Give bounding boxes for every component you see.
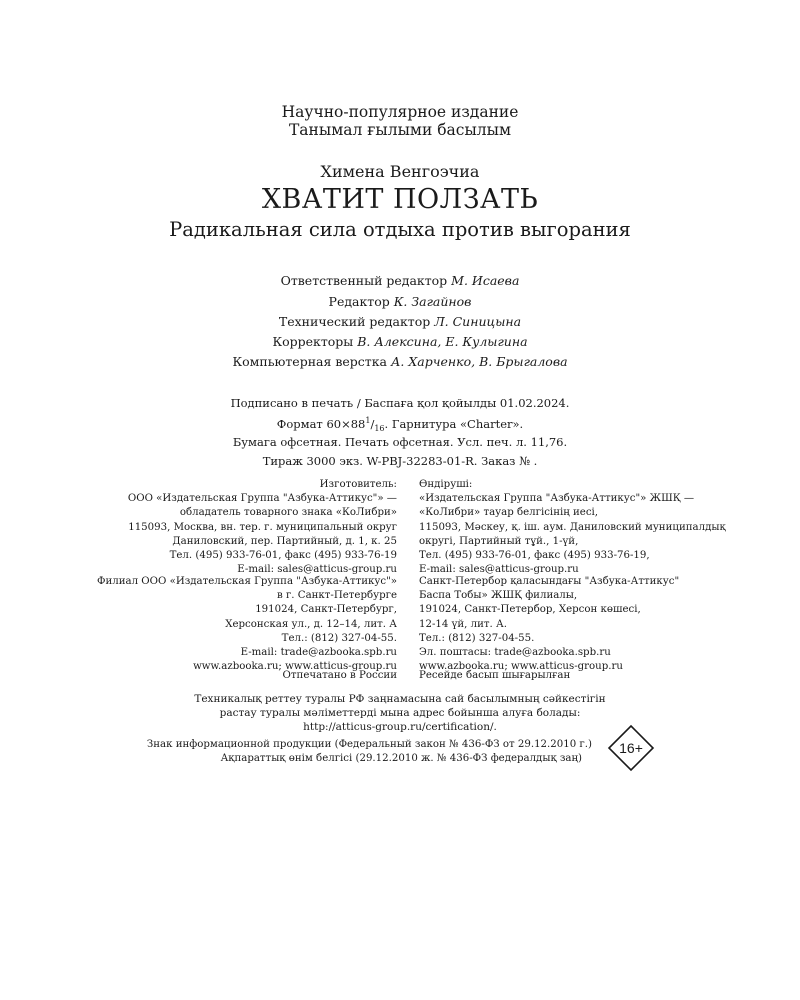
certification-line: Техникалық реттеу туралы РФ заңнамасына сай басылымның сәйкестігін <box>194 693 606 705</box>
age-mark-ru: Знак информационной продукции (Федеральный закон № 436-ФЗ от 29.12.2010 г.) <box>146 739 592 750</box>
credit-line <box>0 273 800 288</box>
book-subtitle: Радикальная сила отдыха против выгорания <box>169 218 631 241</box>
manufacturer-kz-line: Тел. (495) 933-76-01, факс (495) 933-76-19, <box>419 550 650 562</box>
manufacturer-kz-line: округі, Партийный тұй., 1-үй, <box>419 535 579 547</box>
credit-name: Л. Синицына <box>434 314 522 329</box>
credit-name: М. Исаева <box>451 273 520 288</box>
printed-in-kz: Ресейде басып шығарылған <box>419 670 571 681</box>
book-author: Химена Венгоэчиа <box>320 162 480 181</box>
branch-kz-line: Санкт-Петербор қаласындағы "Азбука-Аттикус" <box>419 576 680 587</box>
format-frac-den: 16 <box>374 424 385 434</box>
credit-name: А. Харченко, В. Брыгалова <box>390 354 568 369</box>
paper-line: Бумага офсетная. Печать офсетная. Усл. печ. л. 11,76. <box>232 435 568 449</box>
credit-role: Редактор <box>328 294 390 309</box>
certification-link: http://atticus-group.ru/certification/. <box>303 721 497 733</box>
manufacturer-ru <box>128 478 397 577</box>
branch-ru-line: 191024, Санкт-Петербург, <box>255 604 397 616</box>
branch-ru <box>97 575 397 674</box>
format-line: Формат $60\times 88^1/_{16}$. Гарнитура «Charter». <box>276 416 524 434</box>
credit-line <box>0 354 800 369</box>
genre-ru: Научно-популярное издание <box>281 103 519 121</box>
manufacturer-ru-line: 115093, Москва, вн. тер. г. муниципальный округ <box>128 521 397 533</box>
credit-role: Технический редактор <box>278 314 431 329</box>
manufacturer-ru-line: E-mail: sales@atticus-group.ru <box>237 564 397 576</box>
age-mark-kz: Ақпараттық өнім белгісі (29.12.2010 ж. № 436-ФЗ федералдық заң) <box>220 753 582 764</box>
age-rating-badge <box>607 724 655 772</box>
branch-kz-line: www.azbooka.ru; www.atticus-group.ru <box>419 661 623 673</box>
credit-line <box>0 294 800 309</box>
manufacturer-kz-line: Өндіруші: <box>419 479 473 490</box>
manufacturer-ru-line: ООО «Издательская Группа "Азбука-Аттикус"» — <box>127 493 397 505</box>
manufacturer-kz-line: E-mail: sales@atticus-group.ru <box>419 564 579 576</box>
age-rating-text: 16+ <box>619 740 643 756</box>
signed-line: Подписано в печать / Баспаға қол қойылды 01.02.2024. <box>230 396 570 410</box>
branch-kz-line: 191024, Санкт-Петербор, Херсон көшесі, <box>419 604 641 616</box>
credit-role: Корректоры <box>272 334 354 349</box>
branch-ru-line: Тел.: (812) 327-04-55. <box>281 632 397 644</box>
credit-line <box>0 314 800 329</box>
manufacturer-kz-line: «КоЛибри» тауар белгісінің иесі, <box>419 507 599 519</box>
book-title: ХВАТИТ ПОЛЗАТЬ <box>261 184 539 215</box>
format-suffix: . Гарнитура «Charter». <box>384 416 524 431</box>
branch-ru-line: www.azbooka.ru; www.atticus-group.ru <box>193 661 397 673</box>
branch-ru-line: Филиал ООО «Издательская Группа "Азбука-Аттикус"» <box>97 576 397 587</box>
credit-name: В. Алексина, Е. Кулыгина <box>357 334 528 349</box>
branch-kz-line: Баспа Тобы» ЖШҚ филиалы, <box>419 590 578 602</box>
manufacturer-kz-line: «Издательская Группа "Азбука-Аттикус"» ЖШҚ — <box>419 493 695 505</box>
credit-name: К. Загайнов <box>393 294 472 309</box>
manufacturer-ru-line: Даниловский, пер. Партийный, д. 1, к. 25 <box>172 535 397 547</box>
certification-line: растау туралы мәліметтерді мына адрес бойынша алуға болады: <box>219 707 581 719</box>
manufacturer-ru-line: обладатель товарного знака «КоЛибри» <box>179 507 397 519</box>
branch-kz-line: Эл. поштасы: trade@azbooka.spb.ru <box>419 647 611 659</box>
branch-ru-line: Херсонская ул., д. 12–14, лит. А <box>225 618 397 630</box>
branch-ru-line: в г. Санкт-Петербурге <box>276 590 397 602</box>
format-frac-num: 1 <box>365 416 371 425</box>
credit-line <box>0 334 800 349</box>
genre-kz: Танымал ғылыми басылым <box>288 121 512 139</box>
manufacturer-ru-line: Тел. (495) 933-76-01, факс (495) 933-76-19 <box>169 550 397 562</box>
credit-role: Ответственный редактор <box>280 273 448 288</box>
manufacturer-ru-line: Изготовитель: <box>319 479 397 490</box>
format-prefix: Формат 60×88 <box>276 416 366 431</box>
manufacturer-kz <box>419 478 726 577</box>
manufacturer-kz-line: 115093, Мәскеу, қ. іш. аум. Даниловский муниципалдық <box>419 521 726 533</box>
branch-kz-line: 12-14 үй, лит. А. <box>419 618 507 630</box>
printed-in-ru: Отпечатано в России <box>282 670 397 681</box>
branch-kz <box>419 575 679 674</box>
run-line: Тираж 3000 экз. W-PBJ-32283-01-R. Заказ № . <box>262 454 538 468</box>
branch-kz-line: Тел.: (812) 327-04-55. <box>419 632 535 644</box>
credit-role: Компьютерная верстка <box>232 354 387 369</box>
branch-ru-line: E-mail: trade@azbooka.spb.ru <box>240 647 397 659</box>
